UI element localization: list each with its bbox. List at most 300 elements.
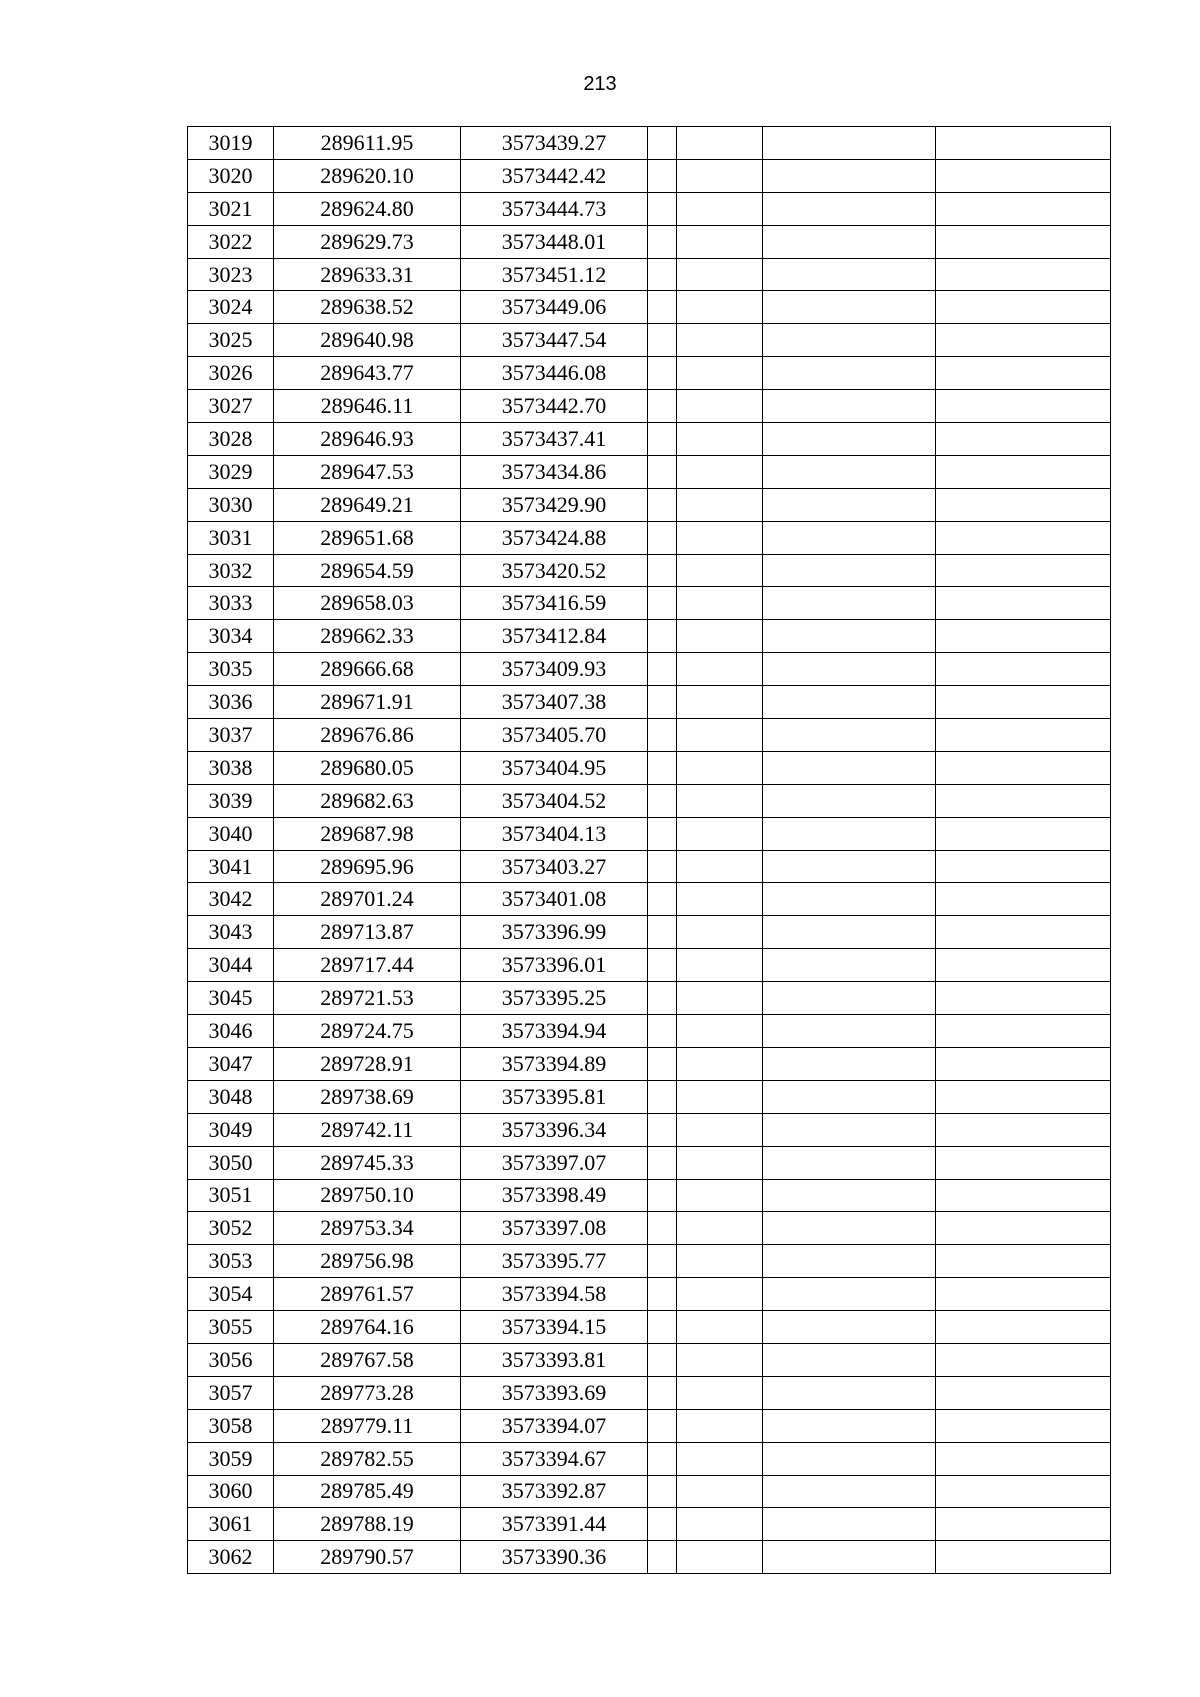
y-coordinate-cell: 3573439.27 [461,127,648,160]
empty-cell [677,949,763,982]
table-row [188,620,1111,653]
empty-cell [763,719,936,752]
empty-cell [936,1015,1111,1048]
empty-cell [648,390,677,423]
point-number-cell: 3034 [188,620,274,653]
table-row [188,554,1111,587]
empty-cell [936,488,1111,521]
empty-cell [936,127,1111,160]
table-row [188,1047,1111,1080]
empty-cell [763,1442,936,1475]
empty-cell [763,1343,936,1376]
point-number-cell: 3028 [188,423,274,456]
empty-cell [936,1541,1111,1574]
table-row [188,1080,1111,1113]
empty-cell [677,653,763,686]
empty-cell [648,324,677,357]
point-number-cell: 3058 [188,1409,274,1442]
y-coordinate-cell: 3573395.25 [461,982,648,1015]
table-row [188,949,1111,982]
point-number-cell: 3060 [188,1475,274,1508]
x-coordinate-cell: 289624.80 [274,192,461,225]
empty-cell [763,1475,936,1508]
y-coordinate-cell: 3573446.08 [461,357,648,390]
x-coordinate-cell: 289647.53 [274,455,461,488]
empty-cell [763,1508,936,1541]
empty-cell [936,653,1111,686]
x-coordinate-cell: 289629.73 [274,225,461,258]
table-row [188,258,1111,291]
y-coordinate-cell: 3573394.15 [461,1311,648,1344]
empty-cell [677,916,763,949]
point-number-cell: 3033 [188,587,274,620]
table-row [188,883,1111,916]
y-coordinate-cell: 3573401.08 [461,883,648,916]
x-coordinate-cell: 289782.55 [274,1442,461,1475]
y-coordinate-cell: 3573396.99 [461,916,648,949]
y-coordinate-cell: 3573395.77 [461,1245,648,1278]
point-number-cell: 3031 [188,521,274,554]
empty-cell [677,1113,763,1146]
y-coordinate-cell: 3573434.86 [461,455,648,488]
empty-cell [763,1245,936,1278]
y-coordinate-cell: 3573394.07 [461,1409,648,1442]
empty-cell [677,719,763,752]
empty-cell [648,423,677,456]
x-coordinate-cell: 289750.10 [274,1179,461,1212]
empty-cell [936,1080,1111,1113]
empty-cell [763,1409,936,1442]
empty-cell [763,1541,936,1574]
empty-cell [677,587,763,620]
empty-cell [677,1409,763,1442]
y-coordinate-cell: 3573396.01 [461,949,648,982]
table-row [188,1015,1111,1048]
empty-cell [763,1146,936,1179]
empty-cell [763,455,936,488]
empty-cell [677,1015,763,1048]
x-coordinate-cell: 289761.57 [274,1278,461,1311]
empty-cell [763,1080,936,1113]
empty-cell [648,357,677,390]
empty-cell [936,521,1111,554]
y-coordinate-cell: 3573405.70 [461,719,648,752]
empty-cell [677,521,763,554]
empty-cell [763,949,936,982]
x-coordinate-cell: 289767.58 [274,1343,461,1376]
table-row [188,1409,1111,1442]
x-coordinate-cell: 289680.05 [274,751,461,784]
table-row [188,686,1111,719]
empty-cell [677,488,763,521]
empty-cell [677,1376,763,1409]
empty-cell [648,1080,677,1113]
empty-cell [677,390,763,423]
empty-cell [648,225,677,258]
point-number-cell: 3020 [188,159,274,192]
x-coordinate-cell: 289643.77 [274,357,461,390]
empty-cell [763,587,936,620]
y-coordinate-cell: 3573396.34 [461,1113,648,1146]
point-number-cell: 3019 [188,127,274,160]
empty-cell [677,1541,763,1574]
x-coordinate-cell: 289785.49 [274,1475,461,1508]
empty-cell [763,390,936,423]
x-coordinate-cell: 289745.33 [274,1146,461,1179]
point-number-cell: 3057 [188,1376,274,1409]
point-number-cell: 3048 [188,1080,274,1113]
y-coordinate-cell: 3573424.88 [461,521,648,554]
point-number-cell: 3056 [188,1343,274,1376]
point-number-cell: 3051 [188,1179,274,1212]
empty-cell [763,324,936,357]
table-row [188,291,1111,324]
empty-cell [648,1343,677,1376]
empty-cell [648,1508,677,1541]
x-coordinate-cell: 289638.52 [274,291,461,324]
x-coordinate-cell: 289633.31 [274,258,461,291]
x-coordinate-cell: 289682.63 [274,784,461,817]
table-row [188,1343,1111,1376]
empty-cell [648,488,677,521]
empty-cell [936,1343,1111,1376]
empty-cell [648,1409,677,1442]
y-coordinate-cell: 3573442.42 [461,159,648,192]
point-number-cell: 3032 [188,554,274,587]
empty-cell [763,1179,936,1212]
empty-cell [936,817,1111,850]
y-coordinate-cell: 3573391.44 [461,1508,648,1541]
empty-cell [677,817,763,850]
empty-cell [677,225,763,258]
table-row [188,1475,1111,1508]
empty-cell [763,1015,936,1048]
empty-cell [677,1508,763,1541]
empty-cell [763,1047,936,1080]
empty-cell [936,751,1111,784]
empty-cell [648,751,677,784]
empty-cell [936,1409,1111,1442]
empty-cell [677,982,763,1015]
table-row [188,159,1111,192]
table-row [188,719,1111,752]
empty-cell [936,1508,1111,1541]
empty-cell [763,686,936,719]
empty-cell [677,1278,763,1311]
table-row [188,850,1111,883]
point-number-cell: 3042 [188,883,274,916]
empty-cell [677,784,763,817]
x-coordinate-cell: 289651.68 [274,521,461,554]
empty-cell [936,1146,1111,1179]
x-coordinate-cell: 289611.95 [274,127,461,160]
x-coordinate-cell: 289671.91 [274,686,461,719]
x-coordinate-cell: 289662.33 [274,620,461,653]
y-coordinate-cell: 3573390.36 [461,1541,648,1574]
y-coordinate-cell: 3573420.52 [461,554,648,587]
empty-cell [677,159,763,192]
table-row [188,225,1111,258]
point-number-cell: 3038 [188,751,274,784]
point-number-cell: 3029 [188,455,274,488]
point-number-cell: 3037 [188,719,274,752]
empty-cell [648,883,677,916]
empty-cell [677,127,763,160]
empty-cell [763,653,936,686]
empty-cell [677,324,763,357]
empty-cell [648,1015,677,1048]
empty-cell [648,1047,677,1080]
empty-cell [677,751,763,784]
empty-cell [763,1376,936,1409]
x-coordinate-cell: 289788.19 [274,1508,461,1541]
empty-cell [936,949,1111,982]
y-coordinate-cell: 3573444.73 [461,192,648,225]
point-number-cell: 3043 [188,916,274,949]
empty-cell [648,817,677,850]
empty-cell [936,423,1111,456]
point-number-cell: 3052 [188,1212,274,1245]
empty-cell [648,192,677,225]
y-coordinate-cell: 3573397.07 [461,1146,648,1179]
empty-cell [936,784,1111,817]
empty-cell [936,1179,1111,1212]
y-coordinate-cell: 3573448.01 [461,225,648,258]
page-number: 213 [583,73,617,95]
empty-cell [648,1245,677,1278]
x-coordinate-cell: 289779.11 [274,1409,461,1442]
table-row [188,357,1111,390]
empty-cell [936,1245,1111,1278]
empty-cell [936,291,1111,324]
empty-cell [936,159,1111,192]
y-coordinate-cell: 3573394.94 [461,1015,648,1048]
point-number-cell: 3024 [188,291,274,324]
table-row [188,1278,1111,1311]
x-coordinate-cell: 289713.87 [274,916,461,949]
x-coordinate-cell: 289658.03 [274,587,461,620]
empty-cell [763,488,936,521]
empty-cell [936,1442,1111,1475]
empty-cell [677,423,763,456]
empty-cell [648,554,677,587]
empty-cell [648,982,677,1015]
point-number-cell: 3059 [188,1442,274,1475]
empty-cell [936,883,1111,916]
empty-cell [763,1113,936,1146]
y-coordinate-cell: 3573394.89 [461,1047,648,1080]
x-coordinate-cell: 289724.75 [274,1015,461,1048]
point-number-cell: 3044 [188,949,274,982]
empty-cell [936,850,1111,883]
empty-cell [677,1146,763,1179]
table-row [188,521,1111,554]
empty-cell [936,390,1111,423]
empty-cell [763,751,936,784]
x-coordinate-cell: 289646.11 [274,390,461,423]
point-number-cell: 3050 [188,1146,274,1179]
y-coordinate-cell: 3573409.93 [461,653,648,686]
empty-cell [677,554,763,587]
empty-cell [763,423,936,456]
x-coordinate-cell: 289654.59 [274,554,461,587]
empty-cell [648,719,677,752]
table-body [188,127,1111,1574]
empty-cell [648,521,677,554]
empty-cell [648,1113,677,1146]
empty-cell [763,883,936,916]
empty-cell [648,1146,677,1179]
x-coordinate-cell: 289649.21 [274,488,461,521]
empty-cell [936,1376,1111,1409]
empty-cell [763,1278,936,1311]
empty-cell [648,587,677,620]
point-number-cell: 3046 [188,1015,274,1048]
x-coordinate-cell: 289764.16 [274,1311,461,1344]
point-number-cell: 3053 [188,1245,274,1278]
empty-cell [648,291,677,324]
x-coordinate-cell: 289790.57 [274,1541,461,1574]
empty-cell [677,455,763,488]
empty-cell [677,258,763,291]
empty-cell [648,653,677,686]
empty-cell [763,192,936,225]
empty-cell [763,1311,936,1344]
empty-cell [677,850,763,883]
table-row [188,784,1111,817]
y-coordinate-cell: 3573447.54 [461,324,648,357]
empty-cell [763,916,936,949]
y-coordinate-cell: 3573437.41 [461,423,648,456]
y-coordinate-cell: 3573451.12 [461,258,648,291]
empty-cell [763,357,936,390]
y-coordinate-cell: 3573394.67 [461,1442,648,1475]
point-number-cell: 3022 [188,225,274,258]
x-coordinate-cell: 289721.53 [274,982,461,1015]
point-number-cell: 3049 [188,1113,274,1146]
empty-cell [677,357,763,390]
point-number-cell: 3025 [188,324,274,357]
empty-cell [648,1179,677,1212]
empty-cell [763,258,936,291]
x-coordinate-cell: 289640.98 [274,324,461,357]
y-coordinate-cell: 3573416.59 [461,587,648,620]
table-row [188,1212,1111,1245]
empty-cell [648,127,677,160]
empty-cell [677,1311,763,1344]
empty-cell [648,850,677,883]
empty-cell [936,455,1111,488]
table-row [188,587,1111,620]
empty-cell [763,817,936,850]
empty-cell [677,1475,763,1508]
point-number-cell: 3026 [188,357,274,390]
empty-cell [936,258,1111,291]
empty-cell [936,554,1111,587]
empty-cell [677,1343,763,1376]
y-coordinate-cell: 3573394.58 [461,1278,648,1311]
point-number-cell: 3054 [188,1278,274,1311]
y-coordinate-cell: 3573393.81 [461,1343,648,1376]
empty-cell [648,258,677,291]
empty-cell [763,521,936,554]
empty-cell [936,225,1111,258]
table-row [188,1508,1111,1541]
empty-cell [763,554,936,587]
empty-cell [677,291,763,324]
empty-cell [677,1212,763,1245]
coordinates-table [187,126,1111,1574]
empty-cell [763,225,936,258]
point-number-cell: 3030 [188,488,274,521]
point-number-cell: 3023 [188,258,274,291]
table-row [188,916,1111,949]
table-row [188,1146,1111,1179]
empty-cell [936,620,1111,653]
empty-cell [936,686,1111,719]
y-coordinate-cell: 3573398.49 [461,1179,648,1212]
x-coordinate-cell: 289742.11 [274,1113,461,1146]
empty-cell [677,883,763,916]
point-number-cell: 3061 [188,1508,274,1541]
point-number-cell: 3062 [188,1541,274,1574]
empty-cell [677,1047,763,1080]
point-number-cell: 3045 [188,982,274,1015]
empty-cell [648,1278,677,1311]
empty-cell [936,916,1111,949]
empty-cell [936,1047,1111,1080]
empty-cell [677,192,763,225]
x-coordinate-cell: 289687.98 [274,817,461,850]
y-coordinate-cell: 3573404.13 [461,817,648,850]
table-row [188,653,1111,686]
y-coordinate-cell: 3573404.95 [461,751,648,784]
empty-cell [936,1212,1111,1245]
empty-cell [648,1311,677,1344]
empty-cell [648,1541,677,1574]
table-row [188,192,1111,225]
table-row [188,1311,1111,1344]
x-coordinate-cell: 289756.98 [274,1245,461,1278]
point-number-cell: 3041 [188,850,274,883]
empty-cell [763,1212,936,1245]
x-coordinate-cell: 289717.44 [274,949,461,982]
table-row [188,1113,1111,1146]
point-number-cell: 3055 [188,1311,274,1344]
y-coordinate-cell: 3573429.90 [461,488,648,521]
empty-cell [648,916,677,949]
y-coordinate-cell: 3573404.52 [461,784,648,817]
x-coordinate-cell: 289695.96 [274,850,461,883]
point-number-cell: 3040 [188,817,274,850]
empty-cell [936,587,1111,620]
empty-cell [648,455,677,488]
empty-cell [936,192,1111,225]
y-coordinate-cell: 3573403.27 [461,850,648,883]
point-number-cell: 3021 [188,192,274,225]
point-number-cell: 3039 [188,784,274,817]
x-coordinate-cell: 289620.10 [274,159,461,192]
y-coordinate-cell: 3573407.38 [461,686,648,719]
empty-cell [648,686,677,719]
empty-cell [763,159,936,192]
empty-cell [677,1245,763,1278]
empty-cell [763,850,936,883]
empty-cell [936,1311,1111,1344]
empty-cell [936,719,1111,752]
table-row [188,1442,1111,1475]
empty-cell [763,982,936,1015]
